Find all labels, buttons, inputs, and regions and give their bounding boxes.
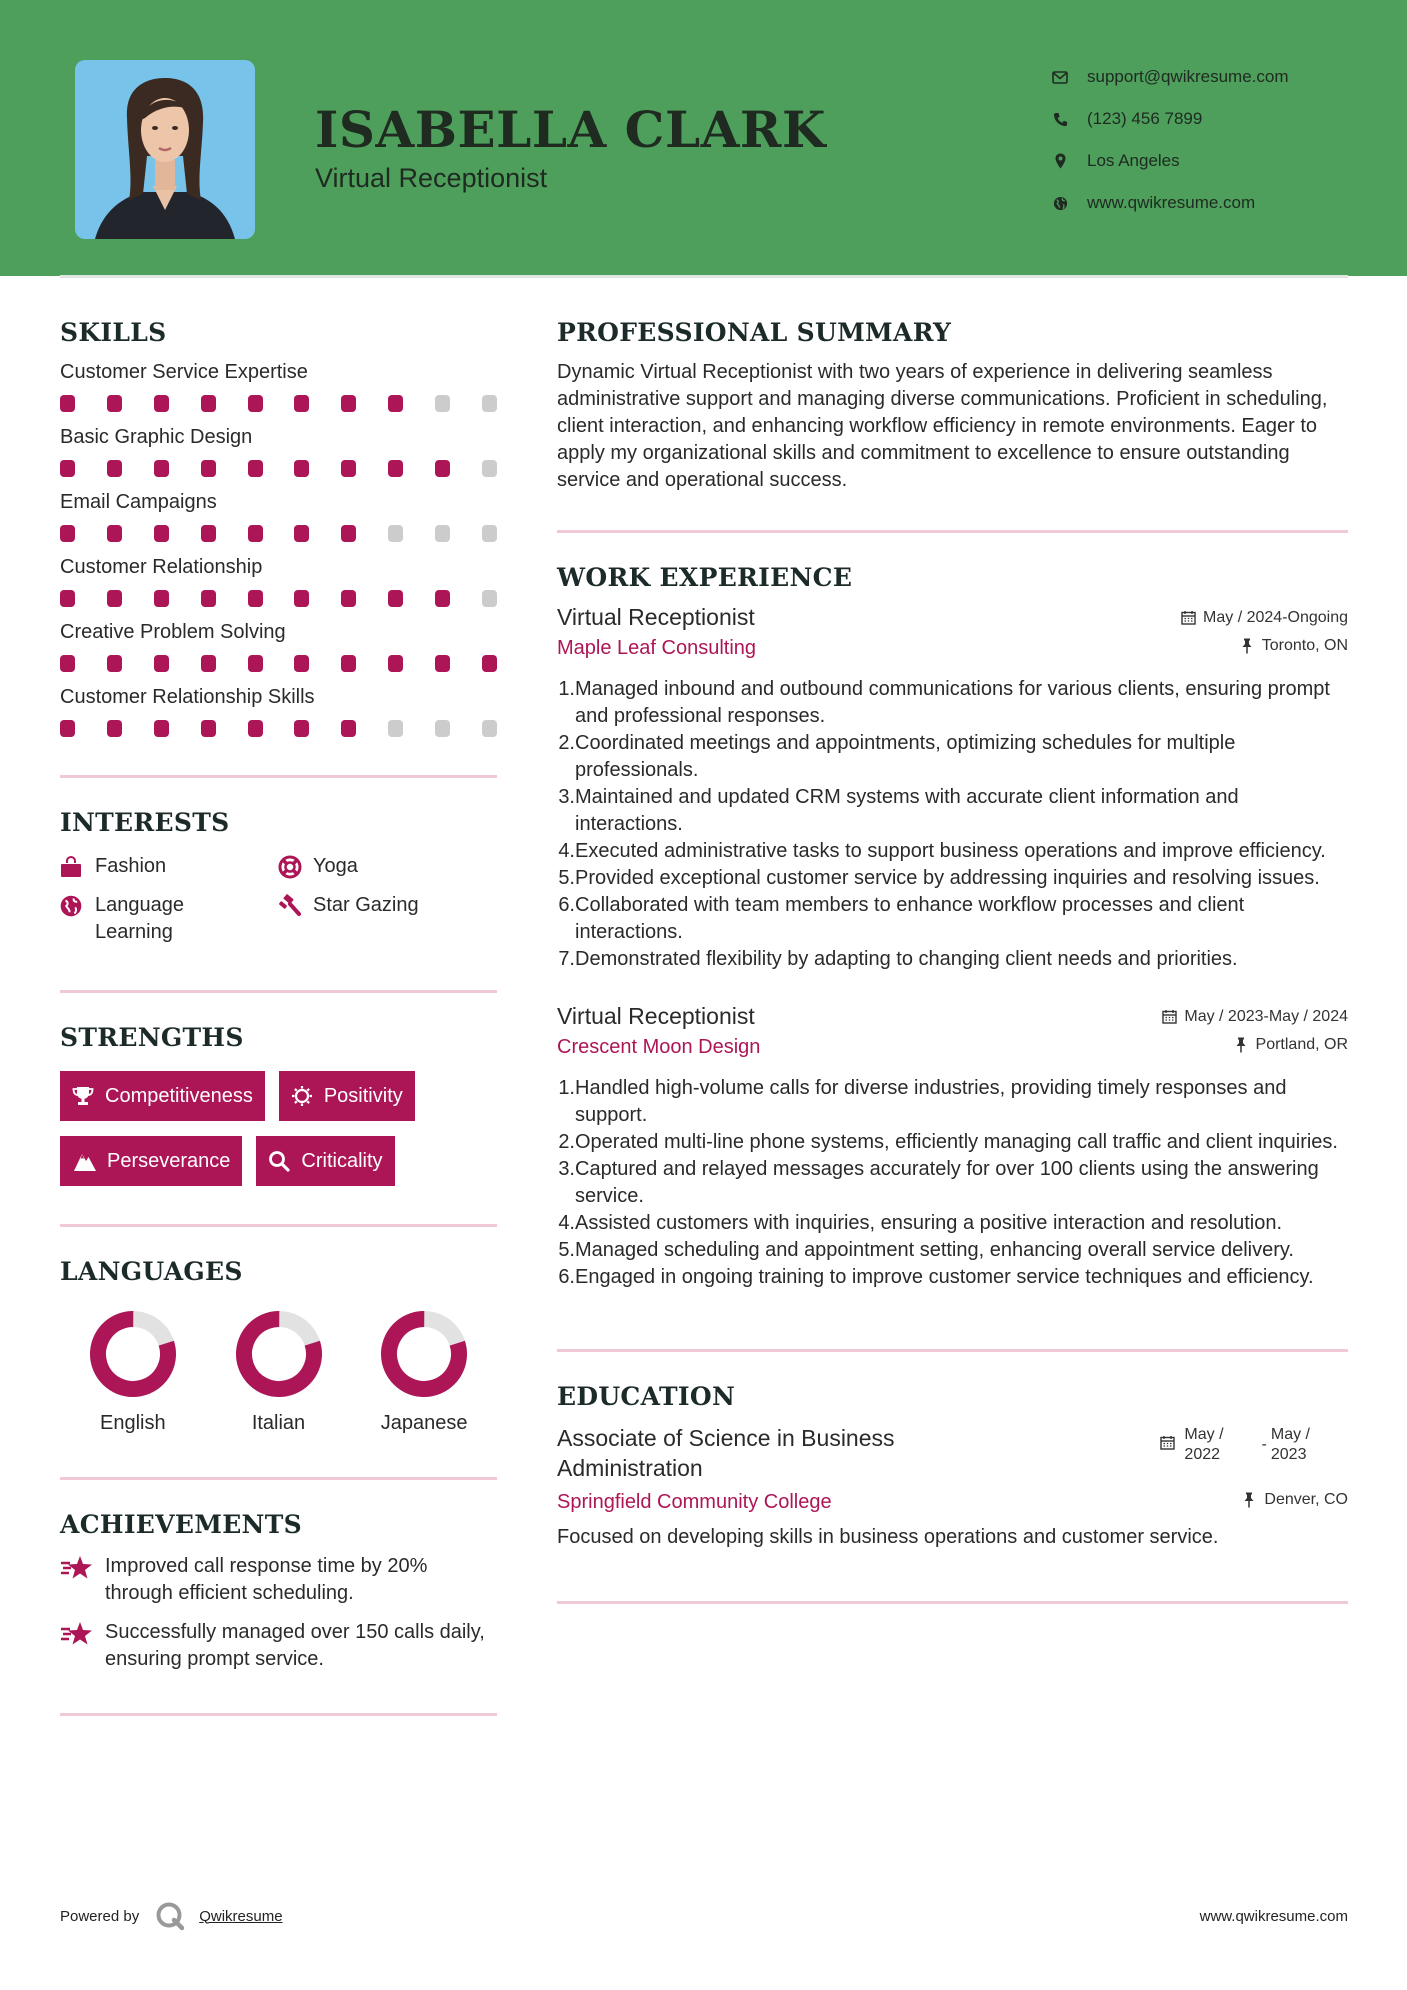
- bullet-text: Executed administrative tasks to support business operations and improve efficiency.: [575, 840, 1326, 862]
- skill-item: [60, 686, 497, 737]
- rating-dot-filled: [154, 460, 169, 477]
- donut-fill: [380, 1310, 468, 1398]
- language-label: English: [100, 1412, 166, 1434]
- rating-dot-filled: [294, 460, 309, 477]
- rating-dot-filled: [341, 655, 356, 672]
- job-bullets: [557, 676, 1348, 973]
- skill-name: Customer Relationship: [60, 556, 263, 578]
- rating-dot-empty: [388, 525, 403, 542]
- footer-url[interactable]: www.qwikresume.com: [1199, 1907, 1348, 1925]
- strength-label: Positivity: [323, 1084, 403, 1107]
- rating-dot-filled: [201, 395, 216, 412]
- rating-dot-filled: [154, 720, 169, 737]
- contact-email[interactable]: [1050, 56, 1380, 98]
- language-donut: [89, 1310, 177, 1398]
- skill-rating: [60, 525, 497, 542]
- achievements-title: ACHIEVEMENTS: [60, 1510, 302, 1539]
- interest-item: [278, 892, 497, 946]
- section-divider: [60, 1224, 497, 1227]
- rating-dot-filled: [294, 590, 309, 607]
- contact-website[interactable]: [1050, 182, 1380, 224]
- summary-text: Dynamic Virtual Receptionist with two years of experience in delivering seamless administrative support and managing diverse communications. Proficient in scheduling, client interaction, and enhancing workflow efficiency in remote environments. Eager to apply my organizational skills and commitment to excellence to ensure outstanding service and operational success.: [557, 361, 1328, 491]
- job-date-text: May / 2024-Ongoing: [1203, 608, 1348, 626]
- profile-photo: [75, 60, 255, 239]
- rating-dot-empty: [482, 590, 497, 607]
- rating-dot-filled: [201, 720, 216, 737]
- pushpin-icon: [1238, 637, 1256, 655]
- bullet-text: Handled high-volume calls for diverse industries, providing timely responses and support.: [575, 1077, 1287, 1126]
- strength-chip: [60, 1071, 265, 1121]
- bullet-number: 2.: [558, 732, 575, 754]
- bullet-text: Captured and relayed messages accurately for over 100 clients using the answering service.: [575, 1158, 1319, 1207]
- bullet-item: [557, 838, 1348, 865]
- rating-dot-empty: [482, 460, 497, 477]
- language-item: [206, 1310, 352, 1435]
- rating-dot-filled: [435, 460, 450, 477]
- bullet-text: Managed inbound and outbound communications for various clients, ensuring prompt and professional responses.: [575, 678, 1330, 727]
- section-divider: [60, 990, 497, 993]
- rating-dot-filled: [107, 460, 122, 477]
- powered-by-label: Powered by: [60, 1907, 140, 1925]
- interest-item: [60, 853, 278, 880]
- bullet-text: Assisted customers with inquiries, ensuring a positive interaction and resolution.: [575, 1212, 1283, 1234]
- page-footer: [60, 1896, 1348, 1936]
- education-end-year: 2023: [1270, 1446, 1307, 1463]
- language-donut: [235, 1310, 323, 1398]
- achievement-item: [60, 1619, 497, 1673]
- rating-dot-filled: [60, 720, 75, 737]
- rating-dot-empty: [435, 525, 450, 542]
- rating-dot-filled: [248, 655, 263, 672]
- bullet-number: 7.: [558, 948, 575, 970]
- section-divider: [60, 1477, 497, 1480]
- rating-dot-filled: [154, 590, 169, 607]
- rating-dot-filled: [60, 655, 75, 672]
- skill-rating: [60, 590, 497, 607]
- skill-rating: [60, 655, 497, 672]
- job-date: [1179, 609, 1348, 627]
- rating-dot-filled: [248, 525, 263, 542]
- rating-dot-filled: [107, 395, 122, 412]
- summary-section: [557, 318, 1348, 494]
- rating-dot-filled: [435, 590, 450, 607]
- education-date: [1160, 1423, 1348, 1483]
- contact-phone-text: (123) 456 7899: [1087, 109, 1203, 128]
- rating-dot-filled: [201, 655, 216, 672]
- bullet-text: Provided exceptional customer service by addressing inquiries and resolving issues.: [575, 867, 1320, 889]
- header-underline: [60, 275, 1348, 278]
- rating-dot-filled: [60, 460, 75, 477]
- powered-by: [60, 1901, 283, 1931]
- bullet-item: [557, 1129, 1348, 1156]
- interest-label: Fashion: [95, 855, 167, 877]
- education-start-year: 2022: [1184, 1446, 1221, 1463]
- rating-dot-empty: [482, 395, 497, 412]
- section-divider: [557, 1601, 1348, 1604]
- rating-dot-filled: [388, 460, 403, 477]
- strength-label: Criticality: [301, 1149, 383, 1172]
- job-location-text: Toronto, ON: [1261, 637, 1348, 654]
- donut-fill: [235, 1310, 323, 1398]
- experience-title: WORK EXPERIENCE: [557, 563, 853, 592]
- bullet-text: Managed scheduling and appointment setting, enhancing overall service delivery.: [575, 1239, 1294, 1261]
- achievement-text: Improved call response time by 20% through efficient scheduling.: [105, 1555, 428, 1604]
- contact-location: [1050, 140, 1380, 182]
- contact-website-text: www.qwikresume.com: [1087, 193, 1256, 212]
- education-location: [1240, 1491, 1348, 1509]
- language-item: [60, 1310, 206, 1435]
- left-column: [60, 318, 497, 1716]
- skills-section: [60, 318, 497, 737]
- rating-dot-filled: [341, 590, 356, 607]
- lifebuoy-icon: [278, 853, 303, 880]
- education-description: Focused on developing skills in business operations and customer service.: [557, 1526, 1219, 1548]
- interests-title: INTERESTS: [60, 808, 230, 837]
- job-header: [557, 1003, 1348, 1030]
- skill-item: [60, 621, 497, 672]
- calendar-icon: [1160, 1008, 1178, 1026]
- bullet-item: [557, 1264, 1348, 1291]
- skill-item: [60, 426, 497, 477]
- rating-dot-filled: [60, 525, 75, 542]
- skill-name: Creative Problem Solving: [60, 621, 286, 643]
- envelope-icon: [1050, 67, 1070, 87]
- rating-dot-filled: [107, 655, 122, 672]
- education-end: [1271, 1425, 1310, 1465]
- calendar-icon: [1160, 1435, 1178, 1453]
- bullet-text: Demonstrated flexibility by adapting to changing client needs and priorities.: [575, 948, 1238, 970]
- bullet-text: Operated multi-line phone systems, efficiently managing call traffic and client inquiries.: [575, 1131, 1338, 1153]
- rating-dot-filled: [294, 525, 309, 542]
- pushpin-icon: [1232, 1036, 1250, 1054]
- job-header: [557, 604, 1348, 631]
- candidate-name: ISABELLA CLARK: [315, 100, 826, 159]
- bullet-item: [557, 1156, 1348, 1210]
- skill-item: [60, 491, 497, 542]
- rating-dot-filled: [201, 590, 216, 607]
- interest-label: Star Gazing: [313, 894, 419, 916]
- rating-dot-filled: [201, 460, 216, 477]
- map-marker-icon: [1050, 151, 1070, 171]
- achievement-item: [60, 1553, 497, 1607]
- bullet-number: 5.: [558, 1239, 575, 1261]
- rating-dot-empty: [482, 720, 497, 737]
- education-date-separator: -: [1261, 1436, 1267, 1453]
- rating-dot-filled: [294, 655, 309, 672]
- rating-dot-filled: [154, 395, 169, 412]
- bullet-item: [557, 1210, 1348, 1237]
- degree-title: [557, 1423, 895, 1483]
- bullet-number: 4.: [558, 840, 575, 862]
- contact-email-text: support@qwikresume.com: [1087, 67, 1289, 86]
- pushpin-icon: [1240, 1491, 1258, 1509]
- interests-list: [60, 853, 497, 946]
- skill-rating: [60, 720, 497, 737]
- job-location-text: Portland, OR: [1255, 1036, 1348, 1053]
- bullet-item: [557, 784, 1348, 838]
- languages-title: LANGUAGES: [60, 1257, 243, 1286]
- interests-section: [60, 808, 497, 946]
- experience-section: [557, 563, 1348, 1291]
- bullet-number: 6.: [558, 894, 575, 916]
- section-divider: [60, 1713, 497, 1716]
- job-date: [1160, 1008, 1348, 1026]
- interest-item: [60, 892, 278, 946]
- bullet-number: 6.: [558, 1266, 575, 1288]
- bullet-number: 5.: [558, 867, 575, 889]
- strengths-list: [60, 1071, 497, 1186]
- rating-dot-filled: [248, 720, 263, 737]
- header-banner: [0, 0, 1407, 276]
- languages-list: [60, 1310, 497, 1435]
- rating-dot-filled: [201, 525, 216, 542]
- company-name: Maple Leaf Consulting: [557, 637, 757, 659]
- languages-section: [60, 1257, 497, 1435]
- bullet-number: 1.: [558, 678, 575, 700]
- bullet-text: Engaged in ongoing training to improve customer service techniques and efficiency.: [575, 1266, 1314, 1288]
- interest-item: [278, 853, 497, 880]
- strengths-title: STRENGTHS: [60, 1023, 244, 1052]
- job-date-text: May / 2023-May / 2024: [1184, 1007, 1348, 1025]
- phone-icon: [1050, 109, 1070, 129]
- degree-line-1: Associate of Science in Business: [557, 1425, 895, 1451]
- skill-name: Email Campaigns: [60, 491, 217, 513]
- qwikresume-link[interactable]: Qwikresume: [199, 1907, 283, 1925]
- bullet-item: [557, 865, 1348, 892]
- skill-rating: [60, 460, 497, 477]
- interest-label: Language Learning: [95, 894, 184, 943]
- job-subheader: [557, 637, 1348, 660]
- rating-dot-empty: [435, 395, 450, 412]
- strengths-section: [60, 1023, 497, 1186]
- rating-dot-filled: [154, 525, 169, 542]
- job-entry: [557, 604, 1348, 973]
- rating-dot-filled: [60, 395, 75, 412]
- bullet-item: [557, 892, 1348, 946]
- skill-item: [60, 361, 497, 412]
- achievements-section: [60, 1510, 497, 1673]
- job-title: Virtual Receptionist: [557, 604, 755, 630]
- education-subheader: [557, 1491, 1348, 1514]
- shopping-bag-icon: [60, 853, 85, 880]
- job-title: Virtual Receptionist: [557, 1003, 755, 1029]
- job-entry: [557, 1003, 1348, 1291]
- candidate-role: Virtual Receptionist: [315, 163, 548, 193]
- calendar-icon: [1179, 609, 1197, 627]
- rating-dot-filled: [107, 590, 122, 607]
- rating-dot-filled: [294, 720, 309, 737]
- right-column: [557, 318, 1348, 1604]
- skill-item: [60, 556, 497, 607]
- education-location-text: Denver, CO: [1264, 1491, 1348, 1508]
- education-section: [557, 1382, 1348, 1551]
- skill-name: Customer Relationship Skills: [60, 686, 315, 708]
- rating-dot-filled: [294, 395, 309, 412]
- education-end-month: May /: [1270, 1426, 1310, 1443]
- bullet-text: Coordinated meetings and appointments, optimizing schedules for multiple professionals.: [575, 732, 1236, 781]
- rating-dot-filled: [435, 655, 450, 672]
- sun-icon: [290, 1084, 314, 1108]
- bullet-item: [557, 730, 1348, 784]
- job-location: [1232, 1036, 1348, 1054]
- donut-fill: [89, 1310, 177, 1398]
- education-start-month: May /: [1184, 1426, 1224, 1443]
- job-location: [1238, 637, 1348, 655]
- rating-dot-filled: [341, 460, 356, 477]
- bullet-item: [557, 1075, 1348, 1129]
- star-icon: [60, 1619, 93, 1653]
- search-icon: [267, 1149, 291, 1173]
- strength-chip: [279, 1071, 415, 1121]
- rating-dot-empty: [482, 525, 497, 542]
- strength-chip: [256, 1136, 394, 1186]
- skill-name: Basic Graphic Design: [60, 426, 253, 448]
- bullet-text: Maintained and updated CRM systems with accurate client information and interactions.: [575, 786, 1239, 835]
- section-divider: [557, 1349, 1348, 1352]
- rating-dot-filled: [60, 590, 75, 607]
- job-bullets: [557, 1075, 1348, 1291]
- rating-dot-empty: [435, 720, 450, 737]
- language-item: [351, 1310, 497, 1435]
- strength-chip: [60, 1136, 242, 1186]
- strength-label: Competitiveness: [105, 1084, 253, 1107]
- bullet-number: 2.: [558, 1131, 575, 1153]
- contact-location-text: Los Angeles: [1087, 151, 1180, 170]
- contact-list: [1050, 56, 1380, 224]
- bullet-number: 1.: [558, 1077, 575, 1099]
- education-header: [557, 1423, 1348, 1483]
- bullet-item: [557, 676, 1348, 730]
- qwikresume-logo-icon: [155, 1901, 185, 1931]
- rating-dot-filled: [107, 525, 122, 542]
- rating-dot-filled: [154, 655, 169, 672]
- rating-dot-filled: [388, 655, 403, 672]
- rating-dot-filled: [388, 395, 403, 412]
- rating-dot-filled: [341, 720, 356, 737]
- bullet-number: 3.: [558, 786, 575, 808]
- language-label: Japanese: [380, 1412, 468, 1434]
- rating-dot-filled: [482, 655, 497, 672]
- skills-list: [60, 361, 497, 737]
- skill-name: Customer Service Expertise: [60, 361, 308, 383]
- summary-title: PROFESSIONAL SUMMARY: [557, 318, 952, 347]
- achievement-text: Successfully managed over 150 calls daily, ensuring prompt service.: [105, 1621, 485, 1670]
- rating-dot-filled: [341, 525, 356, 542]
- globe-icon: [1050, 193, 1070, 213]
- language-donut: [380, 1310, 468, 1398]
- globe-icon: [60, 892, 85, 919]
- star-icon: [60, 1553, 93, 1587]
- bullet-item: [557, 946, 1348, 973]
- section-divider: [557, 530, 1348, 533]
- rating-dot-filled: [248, 395, 263, 412]
- language-label: Italian: [251, 1412, 306, 1434]
- school-name: Springfield Community College: [557, 1491, 832, 1513]
- rating-dot-filled: [107, 720, 122, 737]
- contact-phone[interactable]: [1050, 98, 1380, 140]
- rating-dot-filled: [248, 460, 263, 477]
- bullet-text: Collaborated with team members to enhance workflow processes and client interactions.: [575, 894, 1245, 943]
- interest-label: Yoga: [313, 855, 358, 877]
- strength-label: Perseverance: [107, 1149, 231, 1172]
- degree-line-2: Administration: [557, 1455, 703, 1481]
- section-divider: [60, 775, 497, 778]
- company-name: Crescent Moon Design: [557, 1036, 761, 1058]
- trophy-icon: [71, 1084, 95, 1108]
- rating-dot-filled: [248, 590, 263, 607]
- bullet-number: 4.: [558, 1212, 575, 1234]
- skills-title: SKILLS: [60, 318, 167, 347]
- education-title: EDUCATION: [557, 1382, 736, 1411]
- job-subheader: [557, 1036, 1348, 1059]
- gavel-icon: [278, 892, 303, 919]
- education-start: [1184, 1425, 1223, 1465]
- rating-dot-empty: [388, 720, 403, 737]
- bullet-number: 3.: [558, 1158, 575, 1180]
- mountain-icon: [73, 1149, 97, 1173]
- rating-dot-filled: [341, 395, 356, 412]
- rating-dot-filled: [388, 590, 403, 607]
- skill-rating: [60, 395, 497, 412]
- bullet-item: [557, 1237, 1348, 1264]
